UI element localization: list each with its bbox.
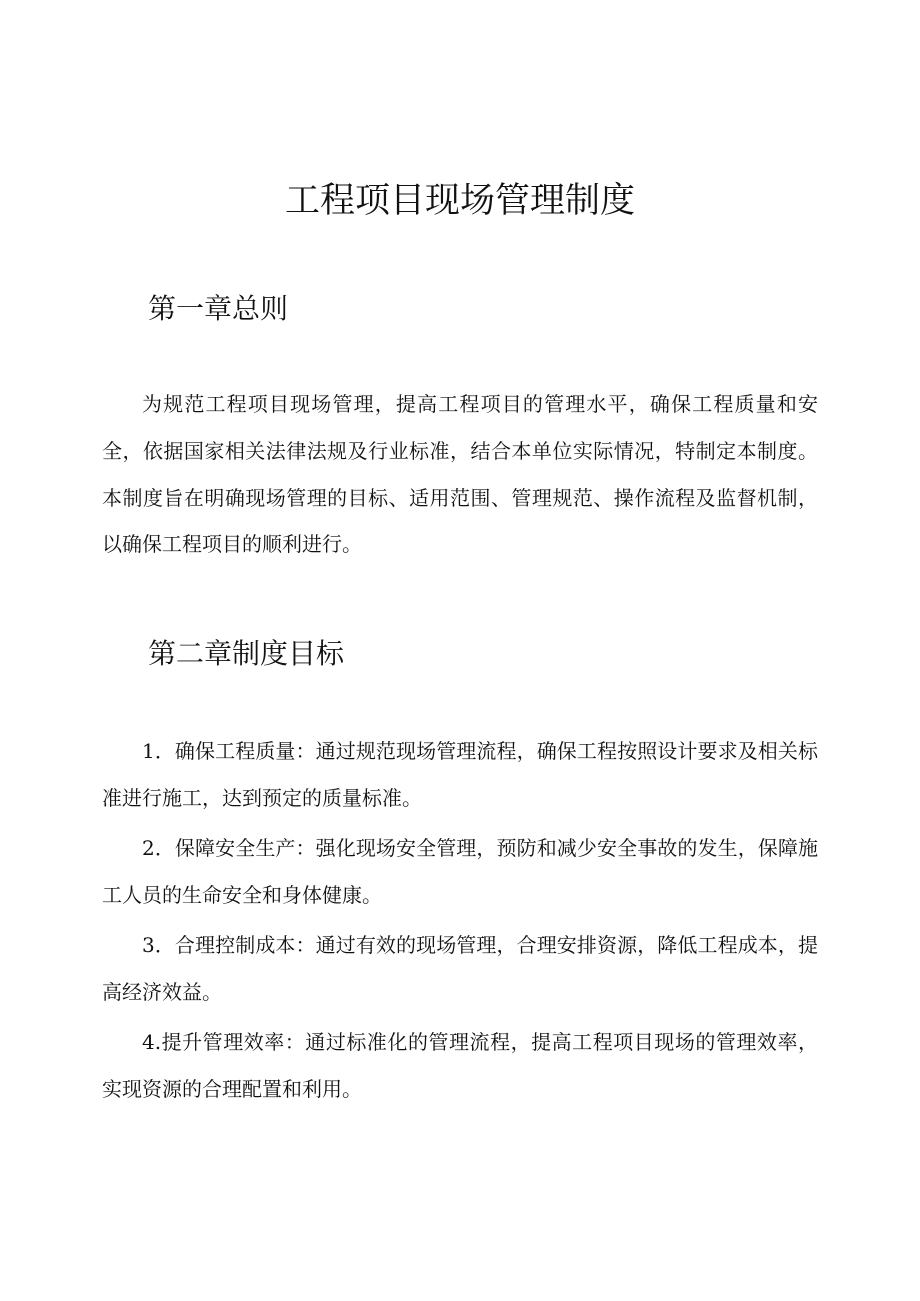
goal-item-safety: 2．保障安全生产：强化现场安全管理，预防和减少安全事故的发生，保障施工人员的生命安全和身体健康。 (102, 836, 818, 907)
document-title: 工程项目现场管理制度 (284, 181, 635, 221)
goal-item-efficiency: 4.提升管理效率：通过标准化的管理流程，提高工程项目现场的管理效率，实现资源的合理配置和利用。 (102, 1030, 818, 1101)
goal-item-cost: 3．合理控制成本：通过有效的现场管理，合理安排资源，降低工程成本，提高经济效益。 (102, 933, 818, 1004)
chapter-1-paragraph: 为规范工程项目现场管理，提高工程项目的管理水平，确保工程质量和安全，依据国家相关法律法规及行业标准，结合本单位实际情况，特制定本制度。本制度旨在明确现场管理的目标、适用范围、管理规范、操作流程及监督机制，以确保工程项目的顺利进行。 (102, 392, 818, 557)
chapter-1-heading: 第一章总则 (148, 292, 289, 325)
chapter-2-heading: 第二章制度目标 (148, 637, 345, 670)
goal-item-quality: 1．确保工程质量：通过规范现场管理流程，确保工程按照设计要求及相关标准进行施工，达到预定的质量标准。 (102, 739, 818, 810)
